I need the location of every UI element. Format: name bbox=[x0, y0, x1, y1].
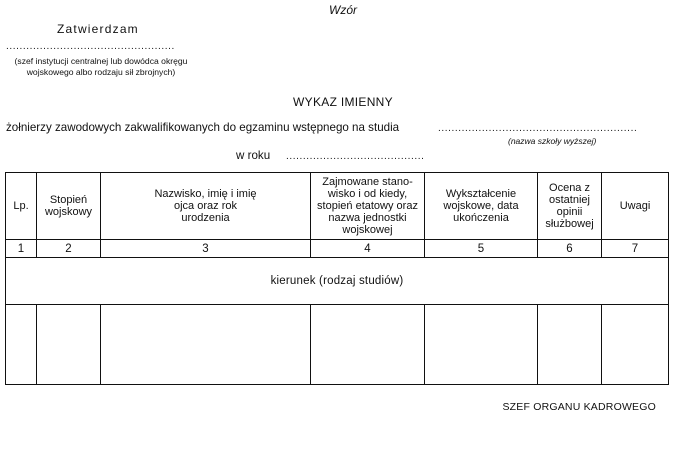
header-lp-label: Lp. bbox=[13, 200, 29, 212]
table-cell[interactable] bbox=[602, 305, 669, 385]
column-number: 5 bbox=[425, 240, 538, 258]
header-education-label: Wykształcenie wojskowe, data ukończenia bbox=[443, 188, 519, 224]
table-cell[interactable] bbox=[6, 305, 37, 385]
approval-title: Zatwierdzam bbox=[57, 22, 139, 36]
header-remarks-label: Uwagi bbox=[619, 200, 651, 212]
column-number: 4 bbox=[311, 240, 425, 258]
column-number: 1 bbox=[6, 240, 37, 258]
table-header-row bbox=[6, 173, 669, 240]
study-direction-row bbox=[6, 258, 669, 305]
column-number: 3 bbox=[101, 240, 311, 258]
signature-label: SZEF ORGANU KADROWEGO bbox=[502, 401, 656, 413]
header-name bbox=[101, 173, 311, 240]
header-evaluation-label: Ocena z ostatniej opinii służbowej bbox=[545, 182, 594, 230]
header-position bbox=[311, 173, 425, 240]
header-remarks bbox=[602, 173, 669, 240]
school-name-note: (nazwa szkoły wyższej) bbox=[508, 136, 597, 146]
header-lp bbox=[6, 173, 37, 240]
approval-note: (szef instytucji centralnej lub dowódca okręgu wojskowego albo rodzaju sił zbrojnych) bbox=[14, 56, 188, 77]
header-education bbox=[425, 173, 538, 240]
subtitle-line-1: żołnierzy zawodowych zakwalifikowanych do egzaminu wstępnego na studia bbox=[6, 121, 400, 134]
table-cell[interactable] bbox=[37, 305, 101, 385]
column-numbers-row bbox=[6, 240, 669, 258]
header-position-label: Zajmowane stano-wisko i od kiedy, stopień etatowy oraz nazwa jednostki wojskowej bbox=[317, 176, 418, 236]
document-heading: WYKAZ IMIENNY bbox=[293, 95, 393, 109]
table-row bbox=[6, 305, 669, 385]
column-number: 6 bbox=[538, 240, 602, 258]
table-cell[interactable] bbox=[311, 305, 425, 385]
personnel-table bbox=[5, 172, 669, 385]
school-name-line: ........................................................... bbox=[438, 123, 638, 134]
header-evaluation bbox=[538, 173, 602, 240]
table-cell[interactable] bbox=[101, 305, 311, 385]
table-cell[interactable] bbox=[538, 305, 602, 385]
form-label: Wzór bbox=[329, 3, 357, 17]
subtitle-year-label: w roku bbox=[236, 149, 271, 162]
table-cell[interactable] bbox=[425, 305, 538, 385]
header-name-label: Nazwisko, imię i imię ojca oraz rok urodzenia bbox=[154, 188, 257, 224]
study-direction-label: kierunek (rodzaj studiów) bbox=[6, 258, 669, 305]
year-line: ......................................... bbox=[286, 151, 425, 162]
approval-signature-line: .................................................. bbox=[6, 41, 175, 52]
column-number: 7 bbox=[602, 240, 669, 258]
header-rank bbox=[37, 173, 101, 240]
column-number: 2 bbox=[37, 240, 101, 258]
header-rank-label: Stopień wojskowy bbox=[44, 194, 93, 218]
